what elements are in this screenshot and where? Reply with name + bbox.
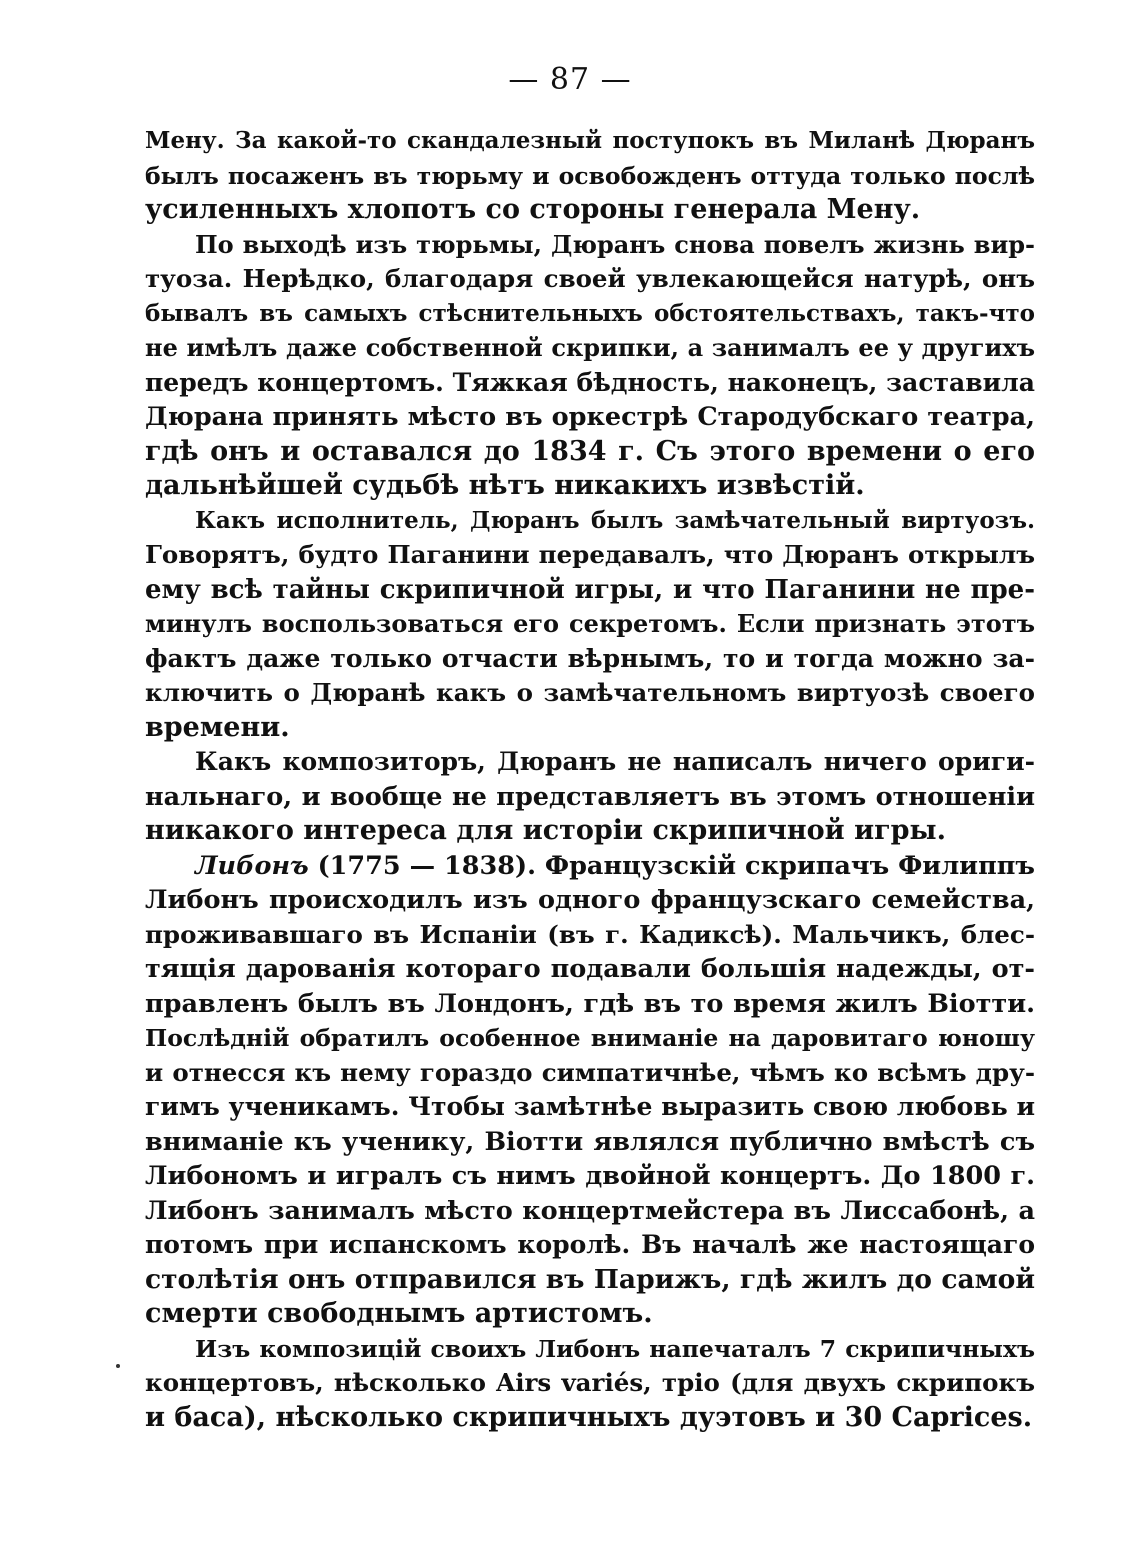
- text-line: и баса), нѣсколько скрипичныхъ дуэтовъ и 30 Caprices.: [145, 1401, 1033, 1433]
- paragraph: [145, 745, 1035, 849]
- paragraph: [145, 1332, 1035, 1436]
- text-line: Либонъ происходилъ изъ одного французскаго семейства,: [145, 885, 1035, 915]
- text-line: времени.: [145, 711, 290, 743]
- text-line: не имѣлъ даже собственной скрипки, а занималъ ее у другихъ: [145, 333, 1035, 362]
- text-line: Говорятъ, будто Паганини передавалъ, что Дюранъ открылъ: [145, 540, 1035, 569]
- text-line: гимъ ученикамъ. Чтобы замѣтнѣе выразить свою любовь и: [145, 1092, 1035, 1121]
- text-line: нальнаго, и вообще не представляетъ въ этомъ отношеніи: [145, 781, 1035, 812]
- text-line: потомъ при испанскомъ королѣ. Въ началѣ же настоящаго: [145, 1230, 1035, 1259]
- text-line: Либономъ и игралъ съ нимъ двойной концертъ. До 1800 г.: [145, 1161, 1035, 1191]
- text-line: ему всѣ тайны скрипичной игры, и что Паганини не пре-: [145, 574, 1035, 605]
- text-line: [145, 849, 1035, 884]
- page-number: — 87 —: [508, 62, 632, 97]
- text-line: усиленныхъ хлопотъ со стороны генерала Мену.: [145, 194, 921, 225]
- text-line: столѣтія онъ отправился въ Парижъ, гдѣ жилъ до самой: [145, 1263, 1035, 1295]
- text-fragment: (1775 — 1838). Французскій скрипачъ Филиппъ: [308, 850, 1035, 881]
- text-line: проживавшаго въ Испаніи (въ г. Кадиксѣ). Мальчикъ, блес-: [145, 919, 1035, 949]
- text-line: Какъ исполнитель, Дюранъ былъ замѣчательный виртуозъ.: [195, 506, 1035, 534]
- paragraph: [145, 849, 1035, 1332]
- paragraph: [145, 228, 1035, 504]
- text-line: Изъ композицій своихъ Либонъ напечаталъ 7 скрипичныхъ: [195, 1334, 1035, 1363]
- text-line: концертовъ, нѣсколько Airs variés, тріо (для двухъ скрипокъ: [145, 1368, 1035, 1397]
- text-line: Мену. За какой-то скандалезный поступокъ въ Миланѣ Дюранъ: [145, 127, 1035, 154]
- text-line: фактъ даже только отчасти вѣрнымъ, то и тогда можно за-: [145, 643, 1035, 673]
- text-line: Послѣдній обратилъ особенное вниманіе на даровитаго юношу: [145, 1024, 1035, 1052]
- text-line: Какъ композиторъ, Дюранъ не написалъ ничего ориги-: [195, 747, 1035, 776]
- paragraph: [145, 504, 1035, 746]
- text-line: правленъ былъ въ Лондонъ, гдѣ въ то время жилъ Віотти.: [145, 988, 1035, 1019]
- text-line: тящія дарованія котораго подавали большія надежды, от-: [145, 954, 1035, 984]
- entry-name: Либонъ: [195, 850, 309, 881]
- text-line: Либонъ занималъ мѣсто концертмейстера въ Лиссабонѣ, а: [145, 1195, 1035, 1226]
- text-line: Дюрана принять мѣсто въ оркестрѣ Стародубскаго театра,: [145, 402, 1035, 432]
- text-line: никакого интереса для исторіи скрипичной игры.: [145, 815, 946, 846]
- text-line: смерти свободнымъ артистомъ.: [145, 1298, 653, 1329]
- text-line: бывалъ въ самыхъ стѣснительныхъ обстоятельствахъ, такъ-что: [145, 299, 1035, 327]
- text-line: туоза. Нерѣдко, благодаря своей увлекающейся натурѣ, онъ: [145, 264, 1035, 293]
- ink-speck: [116, 1364, 120, 1368]
- text-line: По выходѣ изъ тюрьмы, Дюранъ снова повелъ жизнь вир-: [195, 229, 1035, 259]
- text-line: былъ посаженъ въ тюрьму и освобожденъ оттуда только послѣ: [145, 161, 1035, 190]
- paragraph: [145, 124, 1035, 228]
- text-line: передъ концертомъ. Тяжкая бѣдность, наконецъ, заставила: [145, 367, 1035, 397]
- text-line: гдѣ онъ и оставался до 1834 г. Съ этого времени о его: [145, 435, 1035, 467]
- text-line: ключить о Дюранѣ какъ о замѣчательномъ виртуозѣ своего: [145, 678, 1035, 707]
- body-text: [145, 124, 1035, 1435]
- text-line: дальнѣйшей судьбѣ нѣтъ никакихъ извѣстій.: [145, 470, 865, 501]
- text-line: минулъ воспользоваться его секретомъ. Если признать этотъ: [145, 609, 1035, 638]
- text-line: вниманіе къ ученику, Віотти являлся публично вмѣстѣ съ: [145, 1126, 1035, 1157]
- text-line: и отнесся къ нему гораздо симпатичнѣе, чѣмъ ко всѣмъ дру-: [145, 1057, 1035, 1087]
